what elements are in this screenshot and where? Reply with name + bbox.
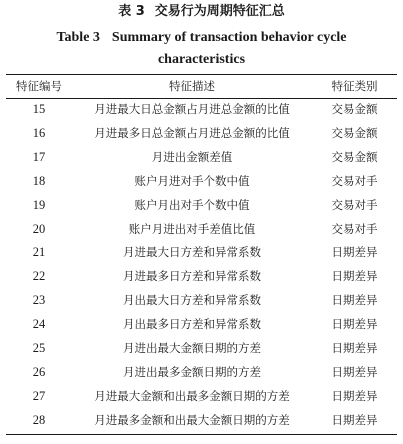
table-title-english-line2: characteristics <box>157 52 246 67</box>
table-bottom-rule <box>6 434 397 435</box>
cell-feature-category: 日期差异 <box>331 364 378 379</box>
table-row <box>6 313 397 337</box>
table-row <box>6 409 397 433</box>
table-title-english-line1: Summary of transaction behavior cycle <box>111 30 347 45</box>
cell-feature-category: 交易对手 <box>331 173 378 188</box>
table-body <box>6 98 397 433</box>
table-row <box>6 194 397 218</box>
cell-feature-id: 17 <box>32 149 46 164</box>
cell-feature-description: 月出最大日方差和异常系数 <box>123 293 261 308</box>
table-row <box>6 289 397 313</box>
table-caption-english <box>0 27 403 71</box>
table-caption-chinese <box>0 3 403 21</box>
cell-feature-id: 16 <box>32 125 46 140</box>
cell-feature-description: 月进最大日总金额占月进总金额的比值 <box>94 102 290 116</box>
table-row <box>6 385 397 409</box>
cell-feature-description: 月出最多日方差和异常系数 <box>123 317 261 332</box>
cell-feature-id: 21 <box>32 245 46 260</box>
table-row <box>6 218 397 242</box>
cell-feature-id: 15 <box>32 102 46 116</box>
cell-feature-description: 月进出最大金额日期的方差 <box>123 341 261 356</box>
table-row <box>6 170 397 194</box>
cell-feature-id: 28 <box>32 412 46 427</box>
cell-feature-category: 交易金额 <box>331 149 378 164</box>
cell-feature-id: 27 <box>32 388 46 403</box>
cell-feature-id: 22 <box>32 269 46 284</box>
cell-feature-description: 月进出最多金额日期的方差 <box>123 364 261 379</box>
table-row <box>6 361 397 385</box>
table-title-chinese: 交易行为周期特征汇总 <box>154 4 285 19</box>
cell-feature-description: 月进出金额差值 <box>151 149 233 164</box>
table-row <box>6 337 397 361</box>
cell-feature-id: 24 <box>32 317 46 332</box>
table-number-chinese: 表 3 <box>118 4 145 19</box>
cell-feature-category: 日期差异 <box>331 245 378 260</box>
cell-feature-category: 日期差异 <box>331 293 378 308</box>
cell-feature-id: 25 <box>32 341 46 356</box>
cell-feature-category: 交易对手 <box>331 221 378 236</box>
table-row <box>6 146 397 170</box>
table-row <box>6 241 397 265</box>
cell-feature-description: 账户月进出对手差值比值 <box>128 221 256 236</box>
table-number-english: Table 3 <box>56 30 100 45</box>
table-row <box>6 98 397 122</box>
header-feature-category: 特征类别 <box>331 79 378 93</box>
cell-feature-description: 月进最大金额和出最多金额日期的方差 <box>94 388 290 403</box>
header-feature-description: 特征描述 <box>169 79 215 93</box>
cell-feature-id: 26 <box>32 364 46 379</box>
feature-table <box>6 75 397 433</box>
cell-feature-description: 账户月进对手个数中值 <box>134 173 250 188</box>
table-row <box>6 265 397 289</box>
cell-feature-category: 日期差异 <box>331 269 378 284</box>
cell-feature-id: 19 <box>32 197 46 212</box>
header-feature-id: 特征编号 <box>16 79 62 93</box>
cell-feature-description: 月进最多日总金额占月进总金额的比值 <box>94 125 290 140</box>
cell-feature-category: 日期差异 <box>331 341 378 356</box>
cell-feature-description: 月进最大日方差和异常系数 <box>123 245 261 260</box>
cell-feature-category: 日期差异 <box>331 412 378 427</box>
cell-feature-id: 18 <box>32 173 46 188</box>
cell-feature-id: 23 <box>32 293 46 308</box>
table-row <box>6 122 397 146</box>
cell-feature-description: 账户月出对手个数中值 <box>134 197 250 212</box>
cell-feature-category: 交易金额 <box>331 125 378 140</box>
table-header-row <box>6 75 397 98</box>
cell-feature-category: 交易对手 <box>331 197 378 212</box>
cell-feature-category: 日期差异 <box>331 317 378 332</box>
cell-feature-description: 月进最多日方差和异常系数 <box>123 269 261 284</box>
cell-feature-category: 交易金额 <box>331 102 378 116</box>
cell-feature-category: 日期差异 <box>331 388 378 403</box>
cell-feature-description: 月进最多金额和出最大金额日期的方差 <box>94 412 290 427</box>
cell-feature-id: 20 <box>32 221 46 236</box>
